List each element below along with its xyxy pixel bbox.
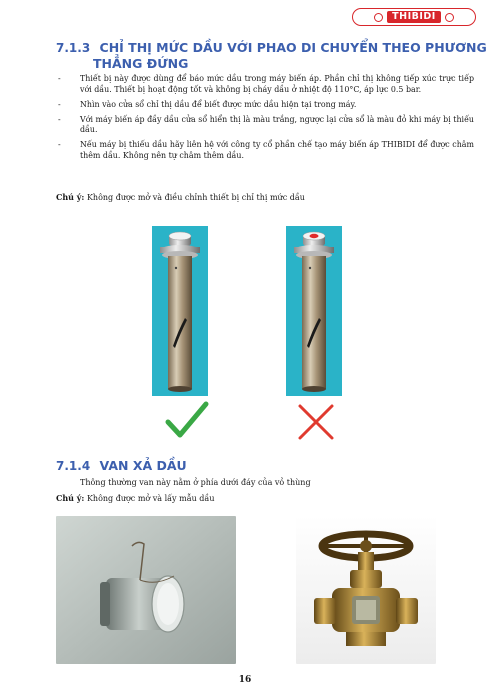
oil-gauge-full-image [152,226,208,396]
section-714-title: VAN XẢ DẦU [99,458,187,473]
note-text: Không được mở và lấy mẫu dầu [86,494,215,503]
list-item: - Nếu máy bị thiếu dầu hãy liên hệ với công ty cổ phần chế tạo máy biến áp THIBIDI để được châm thêm dầu. Không nên tự châm thêm dầu. [56,140,474,161]
list-item: - Nhìn vào cửa sổ chỉ thị dầu để biết được mức dầu hiện tại trong máy. [56,100,474,111]
section-713-title-line1: CHỈ THỊ MỨC DẦU VỚI PHAO DI CHUYỂN THEO PHƯƠNG [99,40,487,55]
drain-valve-photo-left [56,516,236,664]
section-713-number: 7.1.3 [56,41,91,55]
note-label: Chú ý: [56,493,85,503]
section-714-note [56,493,214,504]
list-item: - Với máy biến áp đầy dầu cửa sổ hiển thị là màu trắng, ngược lại cửa sổ là màu đỏ khi máy bị thiếu dầu. [56,115,474,136]
cross-mark-icon [296,403,336,441]
note-text: Không được mở và điều chỉnh thiết bị chỉ thị mức dầu [86,193,305,202]
section-714-paragraph: Thông thường van này nằm ở phía dưới đáy của vỏ thùng [80,478,311,487]
section-713-note [56,192,305,203]
page-number: 16 [238,675,252,685]
note-label: Chú ý: [56,192,85,202]
section-713-title-line2: THẲNG ĐỨNG [93,56,189,71]
logo-text: THIBIDI [387,11,441,23]
check-mark-icon [164,400,210,440]
list-item: - Thiết bị này được dùng để báo mức dầu trong máy biến áp. Phần chỉ thị không tiếp xúc trực tiếp với dầu. Thiết bị hoạt động tốt và không bị cháy dầu ở nhiệt độ 110°C, áp lực 0.5 bar. [56,74,474,95]
section-714-heading [56,458,187,474]
thibidi-logo [352,8,476,26]
logo-ring-icon [445,13,454,22]
section-714-number: 7.1.4 [56,459,91,473]
drain-valve-photo-right [296,516,436,664]
logo-ring-icon [374,13,383,22]
oil-gauge-low-image [286,226,342,396]
section-713-heading [56,40,487,71]
section-713-bullet-list [56,74,474,166]
